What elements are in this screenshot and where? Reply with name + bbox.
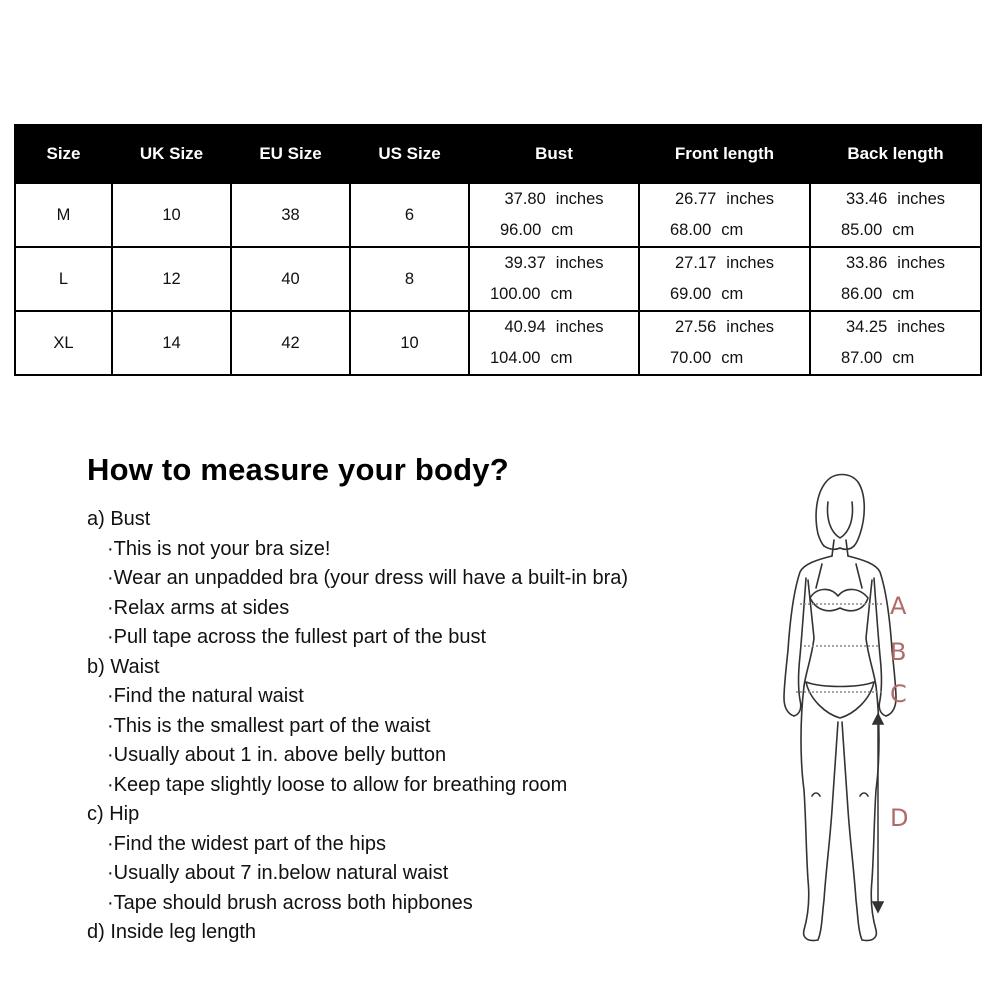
uk-size-cell: 12 <box>112 247 231 311</box>
unit-inches: inches <box>555 254 604 272</box>
bust-cm-value: 96.00 <box>500 221 542 239</box>
front-inches-value: 27.56 <box>675 318 717 336</box>
bust-inches-value: 39.37 <box>504 254 546 272</box>
eu-size-cell: 40 <box>231 247 350 311</box>
back-cm-value: 87.00 <box>841 349 883 367</box>
unit-inches: inches <box>897 254 945 272</box>
front-length-cell <box>639 183 810 247</box>
unit-cm: cm <box>550 285 573 303</box>
back-length-cell <box>810 247 981 311</box>
bust-cm-value: 100.00 <box>490 285 541 303</box>
instruction-item: ·Pull tape across the fullest part of the bust <box>107 626 487 648</box>
instruction-item: ·Find the natural waist <box>107 685 304 707</box>
front-length-cell <box>639 247 810 311</box>
table-row <box>15 183 981 247</box>
header-size: Size <box>15 125 112 183</box>
bust-cell <box>469 247 639 311</box>
us-size-cell: 6 <box>350 183 469 247</box>
instruction-item: ·Usually about 7 in.below natural waist <box>107 862 449 884</box>
size-cell: L <box>15 247 112 311</box>
instruction-item: ·Relax arms at sides <box>107 596 290 619</box>
bust-cell <box>469 183 639 247</box>
bust-cm-value: 104.00 <box>490 349 541 367</box>
back-inches-value: 34.25 <box>846 318 888 336</box>
measure-title: How to measure your body? <box>87 452 509 487</box>
header-uk-size: UK Size <box>112 125 231 183</box>
back-inches-value: 33.86 <box>846 254 888 272</box>
table-header-row <box>15 125 981 183</box>
front-length-cell <box>639 311 810 375</box>
measure-instructions <box>87 505 727 948</box>
front-cm-value: 68.00 <box>670 221 712 239</box>
unit-cm: cm <box>892 221 915 239</box>
instruction-item: ·This is the smallest part of the waist <box>107 714 431 737</box>
header-back-length: Back length <box>810 125 981 183</box>
unit-inches: inches <box>897 190 945 208</box>
size-cell: XL <box>15 311 112 375</box>
unit-inches: inches <box>897 318 945 336</box>
back-cm-value: 85.00 <box>841 221 883 239</box>
unit-cm: cm <box>892 285 915 303</box>
table-row <box>15 247 981 311</box>
back-cm-value: 86.00 <box>841 285 883 303</box>
unit-inches: inches <box>555 318 604 336</box>
unit-cm: cm <box>551 221 574 239</box>
unit-cm: cm <box>721 285 744 303</box>
front-cm-value: 70.00 <box>670 349 712 367</box>
section-heading-waist: b) Waist <box>87 655 160 678</box>
instruction-item: ·Usually about 1 in. above belly button <box>107 744 447 766</box>
back-inches-value: 33.46 <box>846 190 888 208</box>
back-length-cell <box>810 183 981 247</box>
uk-size-cell: 10 <box>112 183 231 247</box>
instruction-item: ·Tape should brush across both hipbones <box>107 891 473 914</box>
label-c: C <box>890 680 907 708</box>
label-b: B <box>890 638 907 666</box>
unit-inches: inches <box>726 254 774 272</box>
bust-cell <box>469 311 639 375</box>
unit-inches: inches <box>726 190 774 208</box>
unit-cm: cm <box>721 349 744 367</box>
unit-cm: cm <box>721 221 744 239</box>
instruction-item: ·Find the widest part of the hips <box>107 832 387 855</box>
back-length-cell <box>810 311 981 375</box>
instruction-item: ·This is not your bra size! <box>107 537 331 560</box>
head-outline <box>816 475 864 547</box>
bust-inches-value: 37.80 <box>504 190 546 208</box>
us-size-cell: 10 <box>350 311 469 375</box>
body-measurement-figure <box>760 460 1000 960</box>
section-heading-bust: a) Bust <box>87 508 151 530</box>
face-outline <box>828 502 853 538</box>
section-heading-hip: c) Hip <box>87 803 140 825</box>
front-inches-value: 26.77 <box>675 190 717 208</box>
unit-cm: cm <box>550 349 573 367</box>
eu-size-cell: 38 <box>231 183 350 247</box>
unit-cm: cm <box>892 349 915 367</box>
header-us-size: US Size <box>350 125 469 183</box>
front-cm-value: 69.00 <box>670 285 712 303</box>
uk-size-cell: 14 <box>112 311 231 375</box>
header-front-length: Front length <box>639 125 810 183</box>
size-chart-table <box>14 124 982 376</box>
table-row <box>15 311 981 375</box>
label-d: D <box>890 804 909 832</box>
eu-size-cell: 42 <box>231 311 350 375</box>
label-a: A <box>890 592 907 620</box>
briefs <box>806 682 874 718</box>
front-inches-value: 27.17 <box>675 254 717 272</box>
header-eu-size: EU Size <box>231 125 350 183</box>
size-cell: M <box>15 183 112 247</box>
bust-inches-value: 40.94 <box>504 318 546 336</box>
unit-inches: inches <box>555 190 604 208</box>
instruction-item: ·Wear an unpadded bra (your dress will have a built-in bra) <box>107 567 629 589</box>
instruction-item: ·Keep tape slightly loose to allow for breathing room <box>107 773 568 796</box>
header-bust: Bust <box>469 125 639 183</box>
section-heading-inside-leg: d) Inside leg length <box>87 921 257 943</box>
us-size-cell: 8 <box>350 247 469 311</box>
unit-inches: inches <box>726 318 774 336</box>
bra <box>810 589 868 610</box>
left-leg <box>801 686 838 941</box>
